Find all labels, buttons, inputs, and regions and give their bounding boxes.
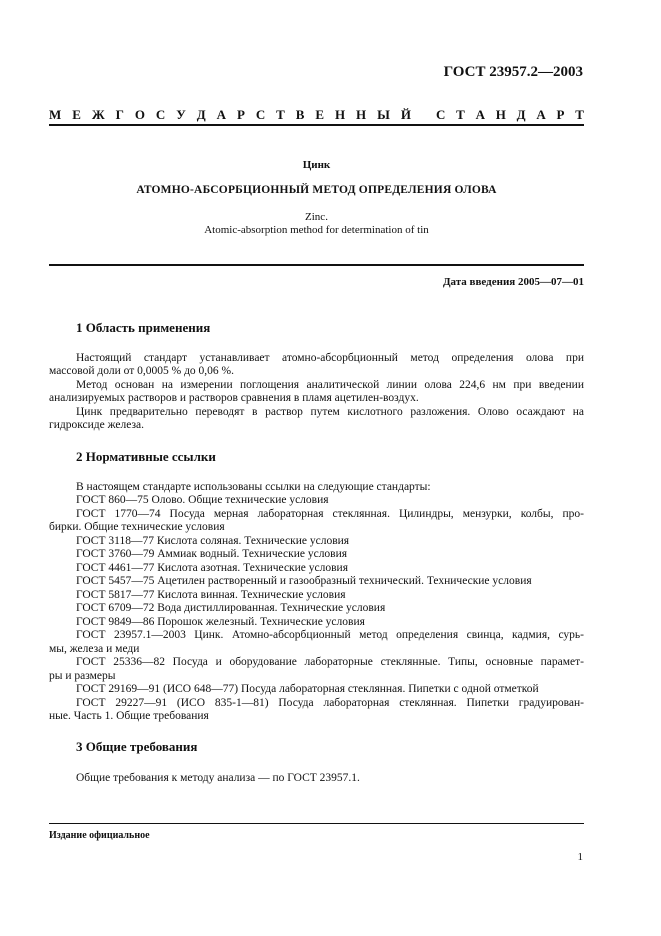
reference-line: ГОСТ 29227—91 (ИСО 835-1—81) Посуда лабораторная стеклянная. Пипетки градуирован- (76, 697, 584, 709)
english-subject: Zinc. (305, 211, 328, 223)
page-number: 1 (577, 851, 583, 863)
reference-line: ры и размеры (49, 670, 116, 682)
section-1-heading: 1 Область применения (76, 320, 211, 335)
section-1-p1-line2: массовой доли от 0,0005 % до 0,06 %. (49, 365, 234, 377)
reference-line: ГОСТ 5457—75 Ацетилен растворенный и газообразный технический. Технические условия (76, 575, 532, 587)
title-rule (49, 264, 584, 266)
english-title (49, 211, 584, 237)
reference-line: ГОСТ 860—75 Олово. Общие технические условия (76, 494, 329, 506)
section-3-heading: 3 Общие требования (76, 739, 198, 754)
section-1-p3-line2: гидроксиде железа. (49, 419, 145, 431)
reference-line: ГОСТ 23957.1—2003 Цинк. Атомно-абсорбционный метод определения свинца, кадмия, сурь- (76, 629, 584, 641)
header-rule (49, 124, 584, 126)
section-1-p2-line1: Метод основан на измерении поглощения аналитической линии олова 224,6 нм при введении (76, 379, 584, 391)
official-edition-label: Издание официальное (49, 830, 150, 841)
reference-line: ГОСТ 3760—79 Аммиак водный. Технические условия (76, 548, 348, 560)
section-1-p3-line1: Цинк предварительно переводят в раствор путем кислотного разложения. Олово осаждают на (76, 406, 584, 418)
reference-line: ГОСТ 9849—86 Порошок железный. Технические условия (76, 616, 365, 628)
section-2-intro: В настоящем стандарте использованы ссылки на следующие стандарты: (76, 481, 431, 493)
reference-line: ГОСТ 25336—82 Посуда и оборудование лабораторные стеклянные. Типы, основные парамет- (76, 656, 584, 668)
reference-line: мы, железа и меди (49, 643, 140, 655)
doc-number: ГОСТ 23957.2—2003 (443, 64, 583, 80)
section-3-p1: Общие требования к методу анализа — по ГОСТ 23957.1. (76, 772, 360, 784)
reference-line: ные. Часть 1. Общие требования (49, 710, 209, 722)
reference-line: бирки. Общие технические условия (49, 521, 225, 533)
effective-date: Дата введения 2005—07—01 (442, 276, 584, 288)
reference-line: ГОСТ 6709—72 Вода дистиллированная. Технические условия (76, 602, 386, 614)
subject-title: Цинк (302, 159, 331, 171)
section-1-p2-line2: анализируемых растворов и растворов сравнения в пламя ацетилен-воздух. (49, 392, 419, 404)
section-2-heading: 2 Нормативные ссылки (76, 449, 216, 464)
reference-line: ГОСТ 5817—77 Кислота винная. Технические условия (76, 589, 346, 601)
standard-type-title (49, 107, 584, 123)
reference-line: ГОСТ 4461—77 Кислота азотная. Технические условия (76, 562, 348, 574)
english-method: Atomic-absorption method for determination of tin (204, 224, 429, 236)
section-1-p1-line1: Настоящий стандарт устанавливает атомно-абсорбционный метод определения олова при (76, 352, 584, 364)
footer-rule (49, 823, 584, 824)
reference-line: ГОСТ 3118—77 Кислота соляная. Технические условия (76, 535, 350, 547)
standard-type-word-1: М Е Ж Г О С У Д А Р С Т В Е Н Н Ы Й (49, 107, 411, 122)
standard-type-word-2: С Т А Н Д А Р Т (436, 107, 584, 122)
reference-line: ГОСТ 29169—91 (ИСО 648—77) Посуда лабораторная стеклянная. Пипетки с одной отметкой (76, 683, 539, 695)
method-title: АТОМНО-АБСОРБЦИОННЫЙ МЕТОД ОПРЕДЕЛЕНИЯ ОЛОВА (136, 184, 497, 196)
reference-line: ГОСТ 1770—74 Посуда мерная лабораторная стеклянная. Цилиндры, мензурки, колбы, про- (76, 508, 584, 520)
